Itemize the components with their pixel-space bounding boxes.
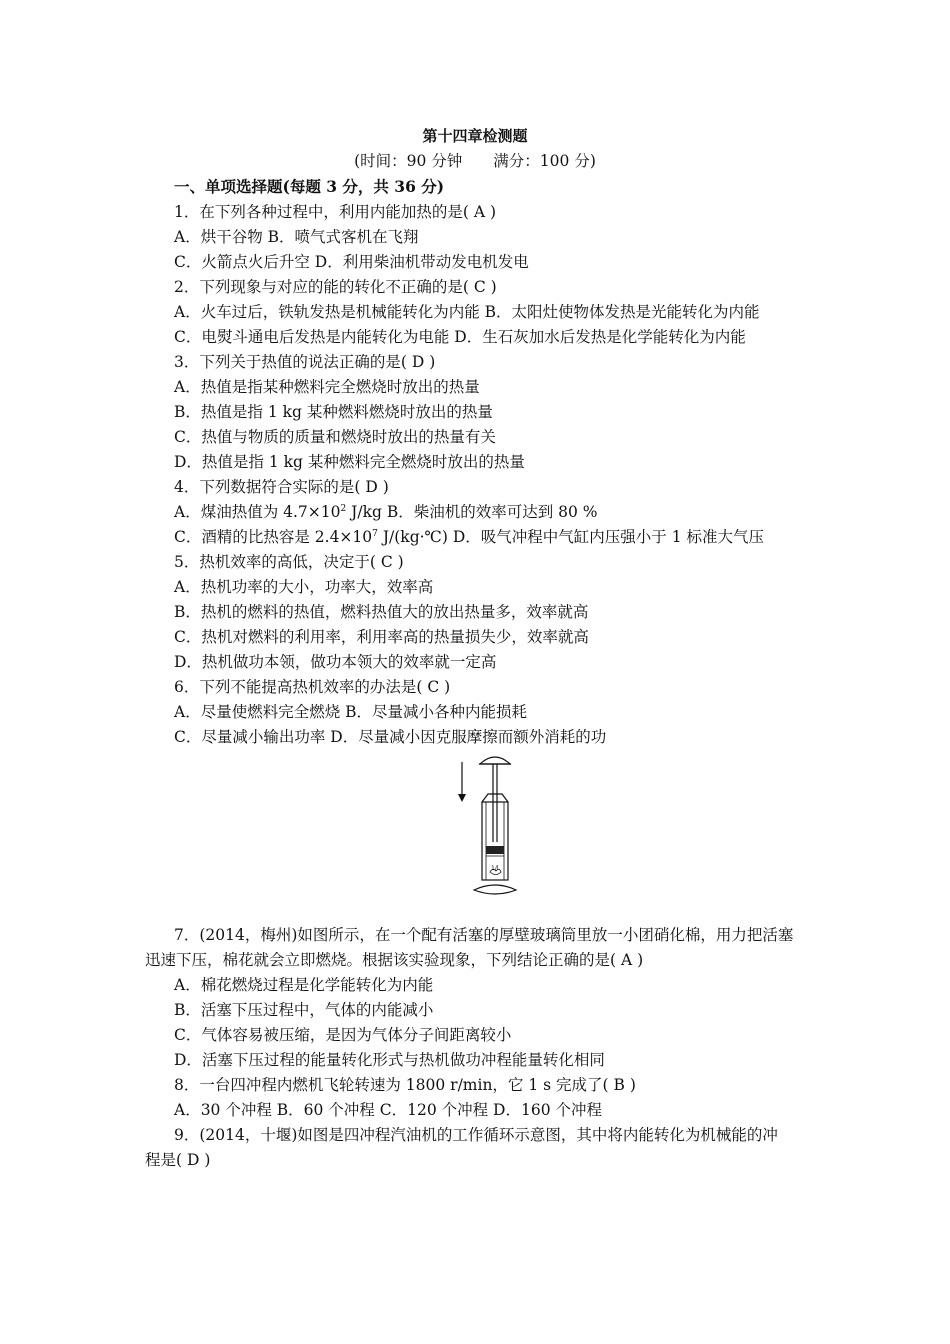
question-line: B．活塞下压过程中，气体的内能减小 [174,1001,434,1019]
question-line: A．热机功率的大小，功率大，效率高 [174,578,434,596]
question-line: B．热值是指 1 kg 某种燃料燃烧时放出的热量 [174,403,493,421]
question-line: 1．在下列各种过程中，利用内能加热的是( A ) [174,203,497,221]
time-and-score: (时间：90 分钟 满分：100 分) [354,152,596,170]
question-line: 4．下列数据符合实际的是( D ) [174,478,389,496]
question-line: 8．一台四冲程内燃机飞轮转速为 1800 r/min，它 1 s 完成了( B ) [174,1076,636,1094]
question-line: 7．(2014，梅州)如图所示，在一个配有活塞的厚壁玻璃筒里放一小团硝化棉，用力把活塞 [174,926,794,944]
question-line: C．热值与物质的质量和燃烧时放出的热量有关 [174,428,496,446]
question-line: A．棉花燃烧过程是化学能转化为内能 [174,976,434,994]
question-line: 3．下列关于热值的说法正确的是( D ) [174,353,436,371]
piston-cylinder-figure [452,752,532,904]
section-heading: 一、单项选择题(每题 3 分，共 36 分) [174,177,445,196]
question-line: C．尽量减小输出功率 D．尽量减小因克服摩擦而额外消耗的功 [174,728,607,746]
question-line: 程是( D ) [145,1151,211,1169]
question-line: C．气体容易被压缩，是因为气体分子间距离较小 [174,1026,512,1044]
question-line: 迅速下压，棉花就会立即燃烧。根据该实验现象，下列结论正确的是( A ) [145,951,644,969]
question-line: C．电熨斗通电后发热是内能转化为电能 D．生石灰加水后发热是化学能转化为内能 [174,328,746,346]
svg-text:1/l: 1/l [491,865,499,872]
question-line-q4c: C．酒精的比热容是 $2.4\times 10^7$ J/(kg·℃) D．吸气冲程中气缸内压强小于 1 标准大气压 [174,528,764,546]
question-line: A．烘干谷物 B．喷气式客机在飞翔 [174,228,419,246]
question-line: D．热机做功本领，做功本领大的效率就一定高 [174,653,497,671]
question-line: A．30 个冲程 B．60 个冲程 C．120 个冲程 D．160 个冲程 [174,1101,602,1119]
question-line: C．热机对燃料的利用率，利用率高的热量损失少，效率就高 [174,628,589,646]
question-line: 5．热机效率的高低，决定于( C ) [174,553,404,571]
question-line: A．热值是指某种燃料完全燃烧时放出的热量 [174,378,480,396]
question-line: D．活塞下压过程的能量转化形式与热机做功冲程能量转化相同 [174,1051,605,1069]
question-line: D．热值是指 1 kg 某种燃料完全燃烧时放出的热量 [174,453,525,471]
page-title: 第十四章检测题 [422,127,528,145]
question-line: A．尽量使燃料完全燃烧 B．尽量减小各种内能损耗 [174,703,528,721]
question-line: C．火箭点火后升空 D．利用柴油机带动发电机发电 [174,253,529,271]
question-line: 6．下列不能提高热机效率的办法是( C ) [174,678,451,696]
question-line-q4a: A．煤油热值为 $4.7\times 10^2$ J/kg B．柴油机的效率可达到 80 % [174,503,598,521]
question-line: A．火车过后，铁轨发热是机械能转化为内能 B．太阳灶使物体发热是光能转化为内能 [174,303,760,321]
question-line: 9．(2014，十堰)如图是四冲程汽油机的工作循环示意图，其中将内能转化为机械能的冲 [174,1126,778,1144]
question-line: B．热机的燃料的热值，燃料热值大的放出热量多，效率就高 [174,603,589,621]
question-line: 2．下列现象与对应的能的转化不正确的是( C ) [174,278,497,296]
